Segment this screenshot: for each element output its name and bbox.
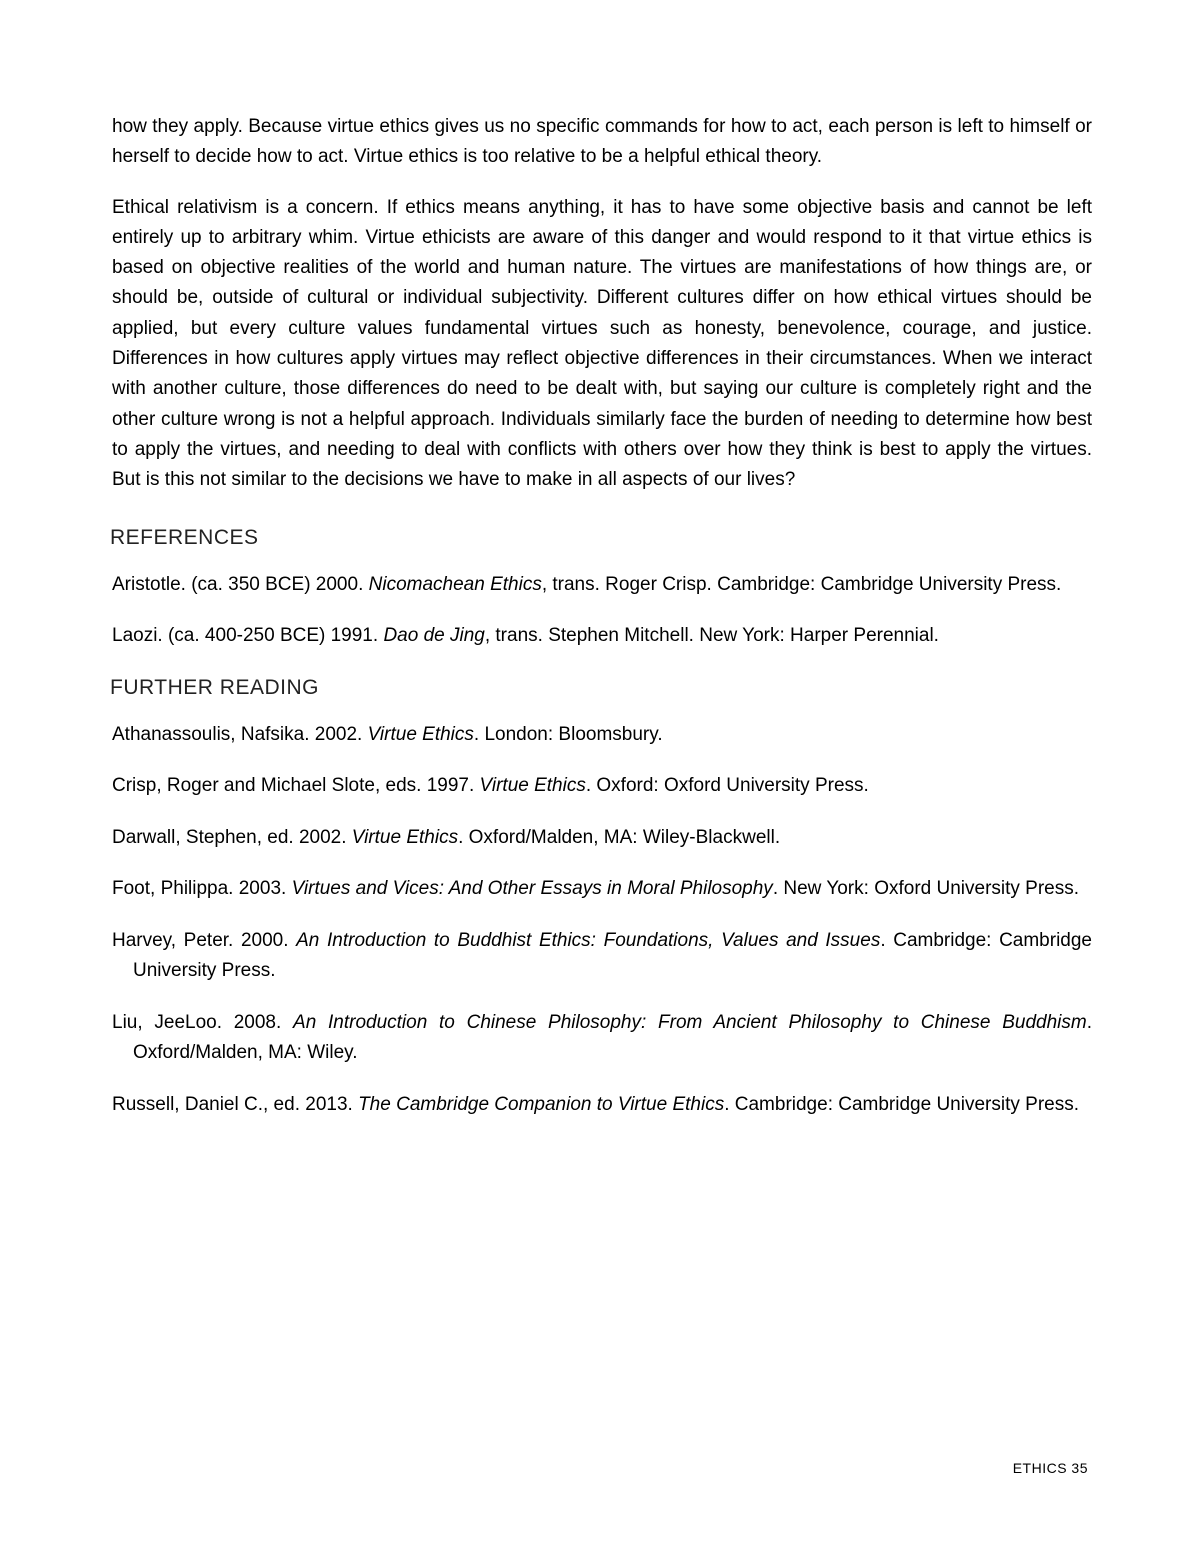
reference-publication: , trans. Roger Crisp. Cambridge: Cambridge University Press. xyxy=(541,573,1062,595)
further-reading-entry xyxy=(112,771,1092,802)
entry-author-year: Darwall, Stephen, ed. 2002. xyxy=(112,826,352,848)
further-reading-heading: FURTHER READING xyxy=(110,675,319,699)
entry-title: Virtue Ethics xyxy=(367,723,474,745)
further-reading-entry xyxy=(112,1090,1092,1121)
entry-author-year: Foot, Philippa. 2003. xyxy=(112,878,292,900)
entry-title: Virtue Ethics xyxy=(479,775,586,797)
entry-author-year: Russell, Daniel C., ed. 2013. xyxy=(112,1093,359,1115)
further-reading-entry xyxy=(112,874,1092,905)
entry-author-year: Athanassoulis, Nafsika. 2002. xyxy=(112,723,368,745)
entry-publication: . Oxford/Malden, MA: Wiley. xyxy=(133,1011,1092,1064)
page-content xyxy=(112,112,1092,1141)
entry-publication: . London: Bloomsbury. xyxy=(473,723,663,745)
entry-publication: . Oxford: Oxford University Press. xyxy=(585,775,869,797)
reference-entry xyxy=(112,621,1092,652)
entry-author-year: Crisp, Roger and Michael Slote, eds. 1997. xyxy=(112,775,480,797)
entry-author-year: Harvey, Peter. 2000. xyxy=(112,929,297,951)
entry-publication: . Cambridge: Cambridge University Press. xyxy=(724,1093,1079,1115)
entry-title: Virtues and Vices: And Other Essays in Moral Philosophy xyxy=(291,878,773,900)
entry-publication: . Oxford/Malden, MA: Wiley-Blackwell. xyxy=(458,826,781,848)
further-reading-entry xyxy=(112,926,1092,987)
page-footer: ETHICS 35 xyxy=(1012,1460,1088,1476)
entry-author-year: Liu, JeeLoo. 2008. xyxy=(112,1011,294,1033)
reference-author-year: Laozi. (ca. 400-250 BCE) 1991. xyxy=(112,625,384,647)
reference-author-year: Aristotle. (ca. 350 BCE) 2000. xyxy=(112,573,369,595)
entry-title: The Cambridge Companion to Virtue Ethics xyxy=(358,1093,725,1115)
further-reading-entry xyxy=(112,720,1092,751)
body-paragraph-1: how they apply. Because virtue ethics gives us no specific commands for how to act, each person is left to himself or herself to decide how to act. Virtue ethics is too relative to be a helpful ethical theory. xyxy=(112,116,1092,168)
entry-publication: . Cambridge: Cambridge University Press. xyxy=(133,929,1093,982)
body-paragraph-2: Ethical relativism is a concern. If ethics means anything, it has to have some objective basis and cannot be left entirely up to arbitrary whim. Virtue ethicists are aware of this danger and would respond to it that virtue ethics is based on objective realities of the world and human nature. The virtues are manifestations of how things are, or should be, outside of cultural or individual subjectivity. Different cultures differ on how ethical virtues should be applied, but every culture values fundamental virtues such as honesty, benevolence, courage, and justice. Differences in how cultures apply virtues may reflect objective differences in their circumstances. When we interact with another culture, those differences do need to be dealt with, but saying our culture is completely right and the other culture wrong is not a helpful approach. Individuals similarly face the burden of needing to determine how best to apply the virtues, and needing to deal with conflicts with others over how they think is best to apply the virtues. But is this not similar to the decisions we have to make in all aspects of our lives? xyxy=(112,196,1092,491)
reference-publication: , trans. Stephen Mitchell. New York: Harper Perennial. xyxy=(484,625,939,647)
reference-entry xyxy=(112,570,1092,601)
further-reading-entry xyxy=(112,1008,1092,1069)
further-reading-entry xyxy=(112,823,1092,854)
references-heading: REFERENCES xyxy=(110,525,259,549)
entry-title: An Introduction to Chinese Philosophy: From Ancient Philosophy to Chinese Buddhism xyxy=(293,1011,1087,1033)
entry-publication: . New York: Oxford University Press. xyxy=(772,878,1080,900)
entry-title: Virtue Ethics xyxy=(351,826,459,848)
reference-title: Dao de Jing xyxy=(383,625,485,647)
entry-title: An Introduction to Buddhist Ethics: Foundations, Values and Issues xyxy=(296,929,881,951)
reference-title: Nicomachean Ethics xyxy=(368,573,542,595)
